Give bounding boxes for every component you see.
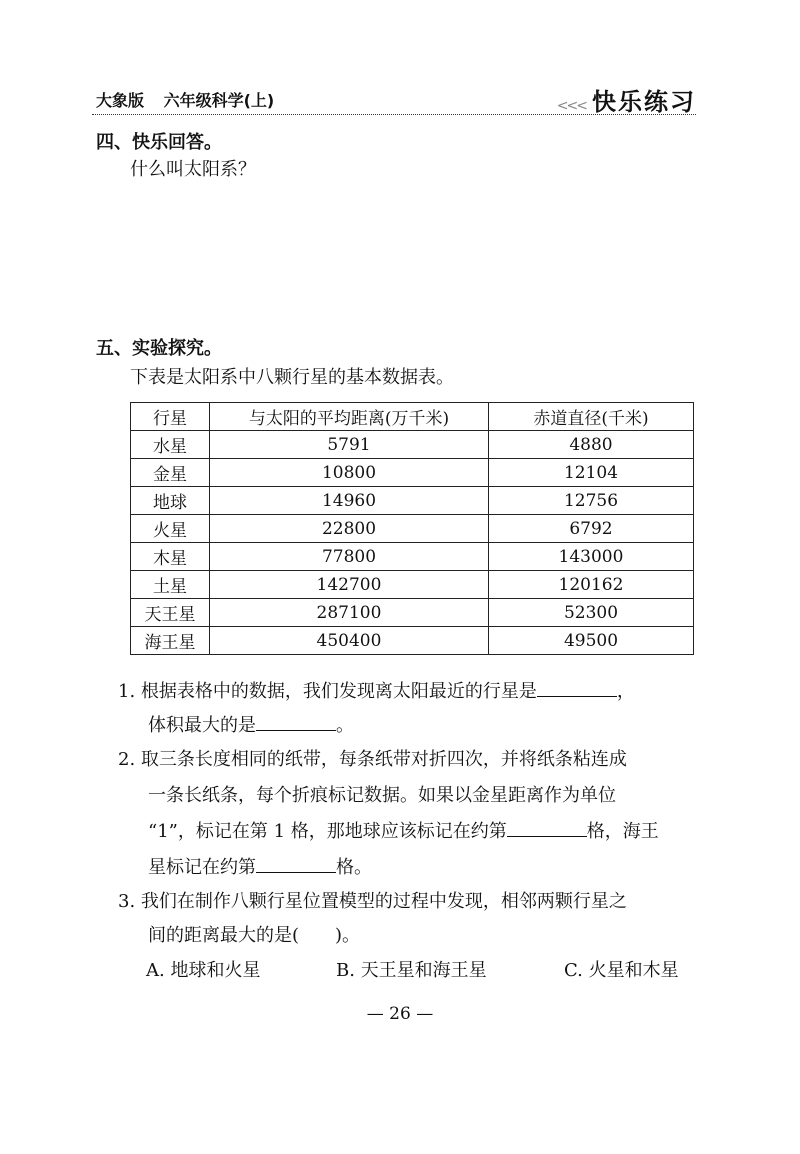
diameter-value: 52300 <box>489 599 694 627</box>
planet-data-table <box>130 402 694 655</box>
distance-value: 5791 <box>210 431 489 459</box>
planet-name: 火星 <box>131 515 210 543</box>
distance-value: 450400 <box>210 627 489 655</box>
table-header-row <box>131 403 694 431</box>
planet-name: 天王星 <box>131 599 210 627</box>
distance-value: 142700 <box>210 571 489 599</box>
planet-name: 木星 <box>131 543 210 571</box>
section4-question: 什么叫太阳系？ <box>130 159 256 180</box>
distance-value: 287100 <box>210 599 489 627</box>
book-info <box>96 88 288 111</box>
q2-text-3a: “1”，标记在第 1 格，那地球应该标记在约第 <box>148 821 507 842</box>
col-header-distance: 与太阳的平均距离(万千米) <box>210 403 489 431</box>
table-row <box>131 487 694 515</box>
question-2-line4 <box>148 850 372 886</box>
planet-name: 地球 <box>131 487 210 515</box>
planet-name: 水星 <box>131 431 210 459</box>
planet-name: 海王星 <box>131 627 210 655</box>
question-2-line3 <box>148 814 659 850</box>
section5-intro: 下表是太阳系中八颗行星的基本数据表。 <box>130 367 454 388</box>
section4-heading: 四、快乐回答。 <box>96 132 222 153</box>
edition-label: 大象版 <box>96 91 145 110</box>
question-3-line2: 间的距离最大的是( )。 <box>148 925 361 946</box>
q1-text-2: 体积最大的是 <box>148 715 256 736</box>
answer-blank-earth-cell[interactable] <box>507 816 587 837</box>
chevron-left-icon: <<< <box>556 98 586 114</box>
q1-text: 1. 根据表格中的数据，我们发现离太阳最近的行星是 <box>118 681 537 702</box>
planet-name: 土星 <box>131 571 210 599</box>
option-b[interactable]: B. 天王星和海王星 <box>336 960 487 981</box>
question-1 <box>118 674 700 710</box>
q2-text-3b: 格，海王 <box>586 821 659 842</box>
diameter-value: 49500 <box>489 627 694 655</box>
distance-value: 77800 <box>210 543 489 571</box>
q1-period: 。 <box>336 715 354 736</box>
diameter-value: 12756 <box>489 487 694 515</box>
subject-label: 六年级科学(上) <box>163 91 275 110</box>
q1-comma: ， <box>616 681 635 702</box>
question-2-line2: 一条长纸条，每个折痕标记数据。如果以金星距离作为单位 <box>148 785 616 806</box>
diameter-value: 12104 <box>489 459 694 487</box>
table-row <box>131 515 694 543</box>
table-row <box>131 571 694 599</box>
planet-name: 金星 <box>131 459 210 487</box>
answer-blank-largest-planet[interactable] <box>256 710 336 731</box>
table-row <box>131 459 694 487</box>
table-row <box>131 599 694 627</box>
question-1-cont <box>148 708 354 744</box>
diameter-value: 4880 <box>489 431 694 459</box>
q2-text-4b: 格。 <box>336 857 372 878</box>
option-c[interactable]: C. 火星和木星 <box>564 960 679 981</box>
q2-text-4a: 星标记在约第 <box>148 857 256 878</box>
col-header-diameter: 赤道直径(千米) <box>489 403 694 431</box>
header-divider <box>92 114 696 115</box>
brand-title <box>557 82 696 117</box>
diameter-value: 6792 <box>489 515 694 543</box>
page-number: — 26 — <box>366 1004 434 1024</box>
distance-value: 14960 <box>210 487 489 515</box>
answer-blank-neptune-cell[interactable] <box>256 852 336 873</box>
question-2-line1: 2. 取三条长度相同的纸带，每条纸带对折四次，并将纸条粘连成 <box>118 749 627 770</box>
table-row <box>131 543 694 571</box>
table-row <box>131 431 694 459</box>
answer-blank-nearest-planet[interactable] <box>537 676 617 697</box>
distance-value: 22800 <box>210 515 489 543</box>
col-header-planet: 行星 <box>131 403 210 431</box>
question-3-line1: 3. 我们在制作八颗行星位置模型的过程中发现，相邻两颗行星之 <box>118 891 627 912</box>
page-header <box>92 84 696 114</box>
distance-value: 10800 <box>210 459 489 487</box>
table-row <box>131 627 694 655</box>
option-a[interactable]: A. 地球和火星 <box>146 960 261 981</box>
brand-label: 快乐练习 <box>592 88 696 116</box>
section5-heading: 五、实验探究。 <box>96 338 222 359</box>
diameter-value: 143000 <box>489 543 694 571</box>
diameter-value: 120162 <box>489 571 694 599</box>
